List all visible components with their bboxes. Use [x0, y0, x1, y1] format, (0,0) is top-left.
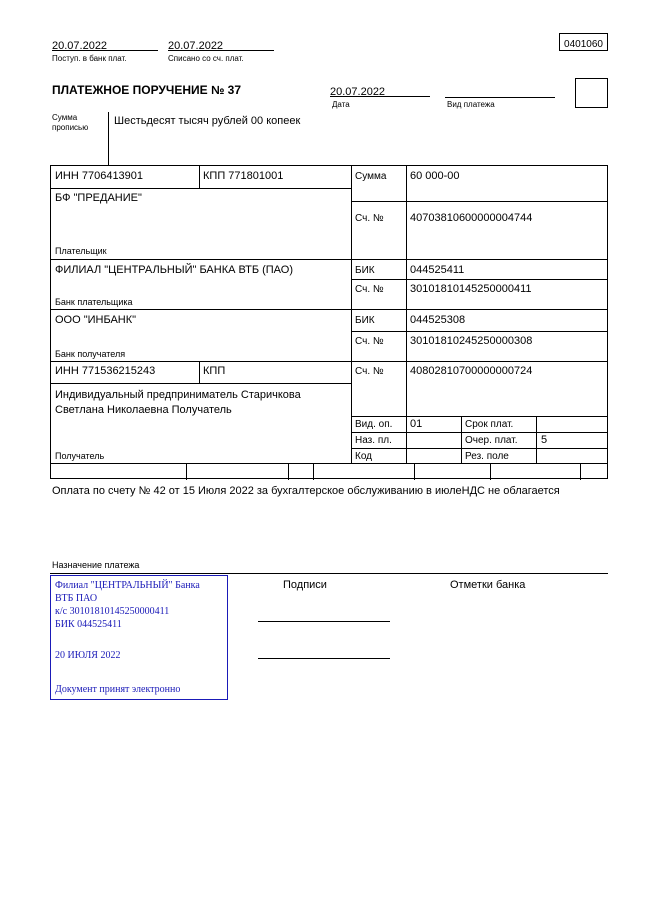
- payment-type-label: Вид платежа: [447, 100, 495, 109]
- payer-label: Плательщик: [55, 246, 107, 256]
- payee-bank-name: ООО "ИНБАНК": [55, 314, 137, 326]
- payer-kpp: КПП 771801001: [203, 170, 284, 182]
- budget-field-divider: [490, 463, 491, 480]
- grid-line: [51, 259, 607, 260]
- budget-field-divider: [288, 463, 289, 480]
- op-kind-label: Вид. оп.: [355, 419, 393, 430]
- payment-type-underline: [445, 97, 555, 98]
- debited-date-field: [168, 36, 274, 51]
- payee-account-label: Сч. №: [355, 366, 384, 377]
- purpose-underline: [50, 573, 608, 574]
- stamp-bank-name-line2: ВТБ ПАО: [55, 593, 98, 604]
- payer-name: БФ "ПРЕДАНИЕ": [55, 192, 142, 204]
- debited-date: 20.07.2022: [168, 40, 224, 52]
- payer-bank-bik-label: БИК: [355, 265, 375, 276]
- document-title: ПЛАТЕЖНОЕ ПОРУЧЕНИЕ № 37: [52, 83, 242, 97]
- stamp-date: 20 ИЮЛЯ 2022: [55, 650, 121, 661]
- payee-inn: ИНН 771536215243: [55, 365, 156, 377]
- priority-label: Очер. плат.: [465, 435, 518, 446]
- payee-bank-bik: 044525308: [410, 314, 466, 326]
- grid-line: [51, 309, 607, 310]
- sum-value: 60 000-00: [410, 170, 460, 182]
- signature-line: [258, 658, 390, 659]
- grid-line: [461, 416, 462, 463]
- signature-line: [258, 621, 390, 622]
- payer-bank-account-label: Сч. №: [355, 284, 384, 295]
- grid-line: [199, 361, 200, 383]
- received-date: 20.07.2022: [52, 40, 108, 52]
- grid-line: [351, 279, 607, 280]
- signatures-label: Подписи: [283, 579, 327, 591]
- payer-bank-label: Банк плательщика: [55, 297, 133, 307]
- grid-line: [351, 166, 352, 463]
- grid-line: [199, 166, 200, 188]
- stamp-bank-name-line1: Филиал "ЦЕНТРАЛЬНЫЙ" Банка: [55, 580, 200, 591]
- grid-line: [351, 331, 607, 332]
- payee-name: Индивидуальный предприниматель Старичкова Светлана Николаевна Получатель: [55, 389, 301, 416]
- grid-line: [351, 448, 607, 449]
- payer-bank-account: 30101810145250000411: [410, 283, 532, 295]
- received-date-field: [52, 36, 158, 51]
- received-date-label: Поступ. в банк плат.: [52, 54, 127, 63]
- payee-bank-account-label: Сч. №: [355, 336, 384, 347]
- payee-bank-label: Банк получателя: [55, 349, 126, 359]
- debited-date-label: Списано со сч. плат.: [168, 54, 244, 63]
- grid-line: [351, 432, 607, 433]
- budget-field-divider: [313, 463, 314, 480]
- grid-line: [351, 416, 607, 417]
- payer-bank-bik: 044525411: [410, 264, 465, 276]
- amount-in-words-label: Сумма прописью: [52, 113, 89, 132]
- code-label: Код: [355, 451, 373, 462]
- status-box: [575, 78, 608, 108]
- document-date: 20.07.2022: [330, 86, 386, 98]
- budget-field-divider: [186, 463, 187, 480]
- reserve-field-label: Рез. поле: [465, 451, 509, 462]
- grid-line: [51, 188, 351, 189]
- requisites-table: [50, 165, 608, 479]
- bank-marks-label: Отметки банка: [450, 579, 526, 591]
- bank-stamp: [50, 575, 228, 700]
- stamp-corr-account: к/с 30101810145250000411: [55, 606, 170, 617]
- op-kind-value: 01: [410, 418, 423, 430]
- form-code-box: [559, 33, 608, 51]
- grid-line: [536, 416, 537, 463]
- payee-kpp: КПП: [203, 365, 226, 377]
- sum-label: Сумма: [355, 171, 387, 182]
- payee-bank-bik-label: БИК: [355, 315, 375, 326]
- grid-line: [351, 201, 607, 202]
- grid-line: [51, 361, 607, 362]
- payer-account: 40703810600000004744: [410, 212, 533, 224]
- document-date-field: [330, 82, 430, 97]
- payment-purpose-label: Назначение платежа: [52, 560, 140, 570]
- due-date-label: Срок плат.: [465, 419, 514, 430]
- payer-inn: ИНН 7706413901: [55, 170, 144, 182]
- stamp-bik: БИК 044525411: [55, 619, 122, 630]
- stamp-accepted-note: Документ принят электронно: [55, 684, 181, 695]
- payee-label: Получатель: [55, 451, 105, 461]
- purpose-code-label: Наз. пл.: [355, 435, 392, 446]
- grid-line: [406, 166, 407, 463]
- grid-line: [51, 383, 351, 384]
- amount-in-words-value: Шестьдесят тысяч рублей 00 копеек: [114, 115, 301, 127]
- grid-line: [51, 463, 607, 464]
- payee-bank-account: 30101810245250000308: [410, 335, 533, 347]
- document-date-label: Дата: [332, 100, 350, 109]
- priority-value: 5: [541, 434, 548, 446]
- payment-purpose-text: Оплата по счету № 42 от 15 Июля 2022 за бухгалтерское обслуживанию в июлеНДС не облагается: [52, 485, 560, 497]
- grid-line: [108, 112, 109, 165]
- payer-bank-name: ФИЛИАЛ "ЦЕНТРАЛЬНЫЙ" БАНКА ВТБ (ПАО): [55, 264, 293, 276]
- budget-field-divider: [414, 463, 415, 480]
- budget-field-divider: [580, 463, 581, 480]
- form-code: 0401060: [564, 39, 603, 50]
- payee-account: 40802810700000000724: [410, 365, 533, 377]
- payer-account-label: Сч. №: [355, 213, 384, 224]
